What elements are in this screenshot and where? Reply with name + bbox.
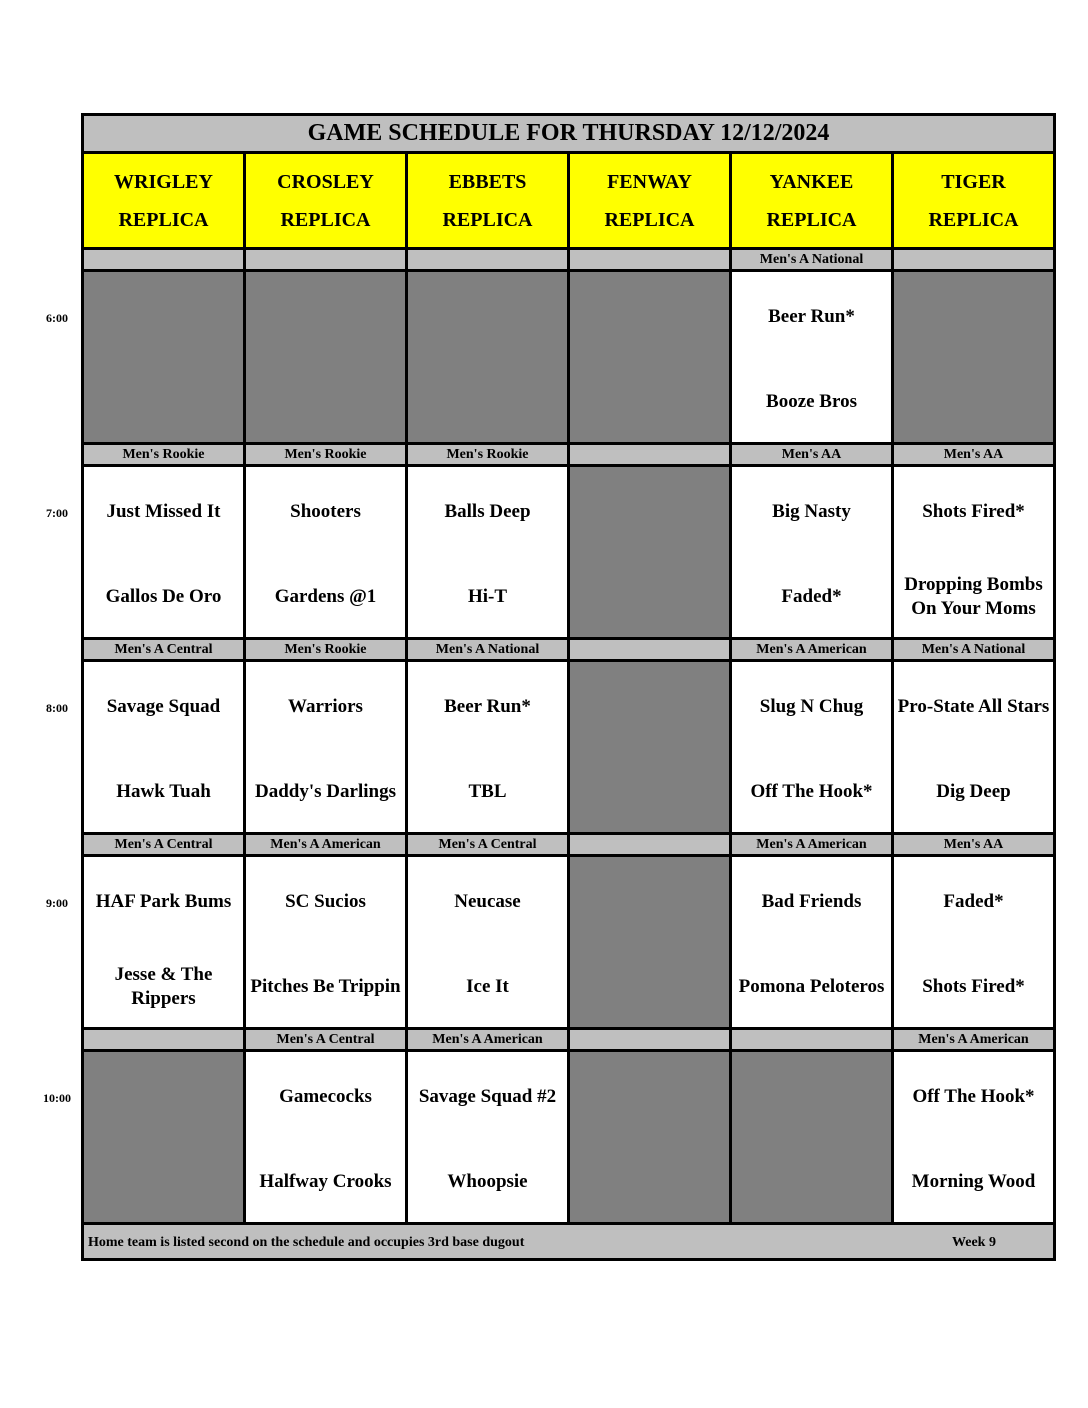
empty-slot	[84, 272, 246, 445]
game-cell	[246, 662, 408, 835]
division-label: Men's A Central	[246, 1030, 408, 1052]
game-cell	[84, 857, 246, 1030]
away-team: Off The Hook*	[912, 1086, 1035, 1107]
division-label: Men's A Central	[84, 640, 246, 662]
footer-note: Home team is listed second on the schedule and occupies 3rd base dugout	[88, 1235, 525, 1250]
field-name: CROSLEY	[277, 170, 374, 193]
home-team: Gardens @1	[274, 586, 377, 607]
home-team: Daddy's Darlings	[255, 781, 396, 802]
time-label: 6:00	[46, 311, 68, 325]
division-label: Men's AA	[732, 445, 894, 467]
time-label: 7:00	[46, 506, 68, 520]
field-subtitle: REPLICA	[118, 208, 209, 231]
division-label: Men's Rookie	[84, 445, 246, 467]
division-label: Men's A National	[732, 250, 894, 272]
field-name: EBBETS	[448, 170, 527, 193]
home-team: Faded*	[781, 586, 842, 607]
away-team: SC Sucios	[285, 891, 366, 912]
home-team: Jesse & The Rippers	[114, 964, 213, 1009]
division-label	[570, 835, 732, 857]
game-cell	[246, 1052, 408, 1225]
away-team: Slug N Chug	[759, 696, 864, 717]
home-team: Morning Wood	[911, 1171, 1036, 1192]
game-cell	[408, 857, 570, 1030]
field-header-ebbets	[408, 154, 570, 250]
home-team: Whoopsie	[447, 1171, 528, 1192]
empty-slot	[570, 1052, 732, 1225]
field-header-tiger	[894, 154, 1053, 250]
away-team: Shots Fired*	[922, 501, 1025, 522]
away-team: HAF Park Bums	[95, 891, 232, 912]
division-label: Men's A National	[408, 640, 570, 662]
away-team: Just Missed It	[106, 501, 221, 522]
away-team: Bad Friends	[761, 891, 862, 912]
away-team: Big Nasty	[772, 501, 851, 522]
game-cell	[84, 467, 246, 640]
division-label: Men's A American	[732, 640, 894, 662]
empty-slot	[570, 662, 732, 835]
game-cell	[408, 467, 570, 640]
page-title: GAME SCHEDULE FOR THURSDAY 12/12/2024	[84, 116, 1053, 154]
field-subtitle: REPLICA	[766, 208, 857, 231]
field-name: WRIGLEY	[114, 170, 213, 193]
division-label	[732, 1030, 894, 1052]
home-team: Gallos De Oro	[105, 586, 222, 607]
empty-slot	[570, 857, 732, 1030]
field-name: YANKEE	[769, 170, 854, 193]
schedule-table	[81, 113, 1056, 1261]
division-label: Men's Rookie	[246, 640, 408, 662]
division-label	[84, 250, 246, 272]
field-header-crosley	[246, 154, 408, 250]
division-label	[570, 445, 732, 467]
empty-slot	[570, 272, 732, 445]
away-team: Pro-State All Stars	[897, 696, 1050, 717]
empty-slot	[894, 272, 1053, 445]
division-label	[246, 250, 408, 272]
field-subtitle: REPLICA	[442, 208, 533, 231]
empty-slot	[732, 1052, 894, 1225]
field-name: FENWAY	[607, 170, 692, 193]
division-label	[570, 1030, 732, 1052]
division-label: Men's Rookie	[246, 445, 408, 467]
away-team: Shooters	[290, 501, 361, 522]
division-label: Men's A American	[246, 835, 408, 857]
game-cell	[408, 1052, 570, 1225]
away-team: Gamecocks	[279, 1086, 372, 1107]
home-team: Pitches Be Trippin	[250, 976, 401, 997]
home-team: Off The Hook*	[750, 781, 873, 802]
away-team: Faded*	[943, 891, 1004, 912]
division-label: Men's Rookie	[408, 445, 570, 467]
home-team: Dropping Bombs On Your Moms	[904, 574, 1043, 619]
division-label: Men's A National	[894, 640, 1053, 662]
game-cell	[894, 1052, 1053, 1225]
division-label	[570, 640, 732, 662]
division-label	[84, 1030, 246, 1052]
field-subtitle: REPLICA	[604, 208, 695, 231]
division-label: Men's A American	[894, 1030, 1053, 1052]
empty-slot	[246, 272, 408, 445]
division-label: Men's AA	[894, 835, 1053, 857]
game-cell	[894, 857, 1053, 1030]
division-label: Men's A American	[408, 1030, 570, 1052]
footer	[84, 1228, 1053, 1258]
home-team: Halfway Crooks	[259, 1171, 392, 1192]
away-team: Savage Squad	[106, 696, 221, 717]
field-header-wrigley	[84, 154, 246, 250]
week-label: Week 9	[952, 1235, 996, 1250]
game-cell	[894, 467, 1053, 640]
time-label: 10:00	[43, 1091, 71, 1105]
game-cell	[408, 662, 570, 835]
division-label: Men's A Central	[84, 835, 246, 857]
game-cell	[246, 857, 408, 1030]
time-label: 8:00	[46, 701, 68, 715]
field-header-fenway	[570, 154, 732, 250]
field-subtitle: REPLICA	[280, 208, 371, 231]
away-team: Savage Squad #2	[418, 1086, 557, 1107]
home-team: Shots Fired*	[922, 976, 1025, 997]
empty-slot	[570, 467, 732, 640]
division-label: Men's AA	[894, 445, 1053, 467]
game-cell	[894, 662, 1053, 835]
division-label: Men's A Central	[408, 835, 570, 857]
home-team: Dig Deep	[936, 781, 1011, 802]
empty-slot	[408, 272, 570, 445]
home-team: Hawk Tuah	[116, 781, 211, 802]
away-team: Beer Run*	[768, 306, 855, 327]
home-team: TBL	[468, 781, 507, 802]
division-label	[894, 250, 1053, 272]
division-label	[570, 250, 732, 272]
home-team: Pomona Peloteros	[738, 976, 885, 997]
away-team: Neucase	[454, 891, 521, 912]
field-name: TIGER	[941, 170, 1006, 193]
away-team: Warriors	[288, 696, 363, 717]
game-cell	[732, 857, 894, 1030]
home-team: Ice It	[466, 976, 509, 997]
game-cell	[732, 662, 894, 835]
home-team: Hi-T	[467, 586, 508, 607]
game-cell	[84, 662, 246, 835]
time-label: 9:00	[46, 896, 68, 910]
field-subtitle: REPLICA	[928, 208, 1019, 231]
division-label: Men's A American	[732, 835, 894, 857]
away-team: Beer Run*	[444, 696, 531, 717]
empty-slot	[84, 1052, 246, 1225]
game-cell	[732, 272, 894, 445]
division-label	[408, 250, 570, 272]
home-team: Booze Bros	[766, 391, 857, 412]
away-team: Balls Deep	[444, 501, 531, 522]
field-header-yankee	[732, 154, 894, 250]
game-cell	[732, 467, 894, 640]
game-cell	[246, 467, 408, 640]
